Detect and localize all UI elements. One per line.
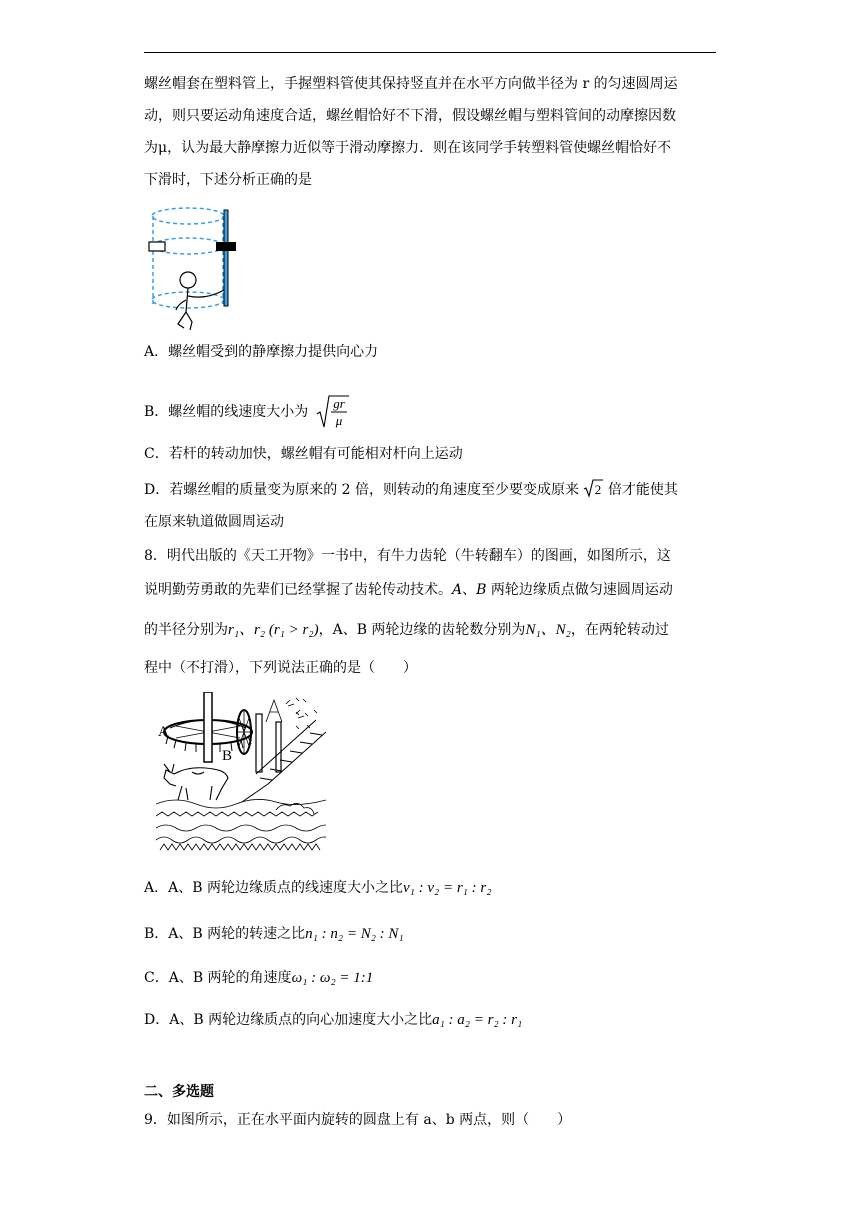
q7-option-b-text: B．螺丝帽的线速度大小为 bbox=[144, 404, 309, 420]
q8-line-1: 8．明代出版的《天工开物》一书中，有牛力齿轮（牛转翻车）的图画，如图所示，这 bbox=[144, 548, 671, 564]
q8-teeth-expr: N₁、N₂ bbox=[525, 622, 571, 638]
q8-option-d-text: D．A、B 两轮边缘质点的向心加速度大小之比 bbox=[144, 1012, 433, 1028]
q7-option-b-radical bbox=[315, 394, 349, 430]
q8-line-2-a: A bbox=[452, 582, 463, 598]
ox-gear-woodcut-figure bbox=[156, 692, 326, 852]
q7-line-1: 螺丝帽套在塑料管上，手握塑料管使其保持竖直并在水平方向做半径为 r 的匀速圆周运 bbox=[144, 76, 678, 92]
q7-option-c: C．若杆的转动加快，螺丝帽有可能相对杆向上运动 bbox=[144, 446, 463, 462]
q7-line-4: 下滑时，下述分析正确的是 bbox=[144, 172, 312, 188]
q8-line-2-post: 两轮边缘质点做匀速圆周运动 bbox=[486, 582, 673, 598]
q7-option-a: A．螺丝帽受到的静摩擦力提供向心力 bbox=[144, 344, 379, 360]
q8-line-2-sep: 、 bbox=[462, 582, 477, 598]
q7-line-2: 动，则只要运动角速度合适，螺丝帽恰好不下滑，假设螺丝帽与塑料管间的动摩擦因数 bbox=[144, 108, 676, 124]
q7-line-3: 为μ，认为最大静摩擦力近似等于滑动摩擦力．则在该同学手转塑料管使螺丝帽恰好不 bbox=[144, 140, 672, 156]
q8-line-3-post: ，在两轮转动过 bbox=[570, 622, 669, 638]
section-title-multiple-choice: 二、多选题 bbox=[144, 1084, 214, 1100]
q8-option-b-text: B．A、B 两轮的转速之比 bbox=[144, 926, 306, 942]
q8-option-a bbox=[144, 878, 491, 898]
q9-stem: 9．如图所示，正在水平面内旋转的圆盘上有 a、b 两点，则（ ） bbox=[144, 1112, 572, 1128]
q7-option-b bbox=[144, 394, 349, 430]
q8-option-c-math: ω₁ : ω₂ = 1:1 bbox=[291, 970, 374, 986]
q8-option-c-text: C．A、B 两轮的角速度 bbox=[144, 970, 292, 986]
q7-option-d-sqrt bbox=[583, 478, 603, 498]
q8-line-2-pre: 说明勤劳勇敢的先辈们已经掌握了齿轮传动技术。 bbox=[144, 582, 452, 598]
q8-option-d-math: a₁ : a₂ = r₂ : r₁ bbox=[432, 1012, 523, 1028]
gear-a-label: A bbox=[158, 724, 169, 740]
q8-option-a-math: v₁ : v₂ = r₁ : r₂ bbox=[402, 880, 492, 896]
q7-option-d-pre: D．若螺丝帽的质量变为原来的 2 倍，则转动的角速度至少要变成原来 bbox=[144, 482, 580, 498]
q7-option-b-denominator: μ bbox=[335, 413, 343, 428]
rotating-tube-figure bbox=[146, 204, 242, 332]
q7-option-d-radicand: 2 bbox=[595, 482, 602, 497]
q8-line-2 bbox=[144, 580, 673, 600]
q7-option-d-post: 倍才能使其 bbox=[607, 482, 678, 498]
q8-radius-expr: r₁、r₂ (r₁ > r₂) bbox=[228, 622, 319, 638]
q7-option-d-line2: 在原来轨道做圆周运动 bbox=[144, 514, 284, 530]
q8-line-2-b: B bbox=[476, 582, 487, 598]
q8-line-3-pre: 的半径分别为 bbox=[144, 622, 228, 638]
q8-option-d bbox=[144, 1010, 522, 1030]
q7-option-d bbox=[144, 478, 678, 500]
header-rule bbox=[144, 52, 716, 53]
gear-b-label: B bbox=[222, 748, 233, 764]
q7-option-b-numerator: gr bbox=[332, 396, 345, 411]
q8-line-3-mid: ，A、B 两轮边缘的齿轮数分别为 bbox=[318, 622, 526, 638]
q8-line-4: 程中（不打滑），下列说法正确的是（ ） bbox=[144, 660, 417, 676]
q8-line-3 bbox=[144, 620, 669, 640]
q8-option-b bbox=[144, 924, 404, 944]
q8-option-a-text: A．A、B 两轮边缘质点的线速度大小之比 bbox=[144, 880, 403, 896]
q8-option-b-math: n₁ : n₂ = N₂ : N₁ bbox=[305, 926, 404, 942]
q8-option-c bbox=[144, 968, 373, 988]
